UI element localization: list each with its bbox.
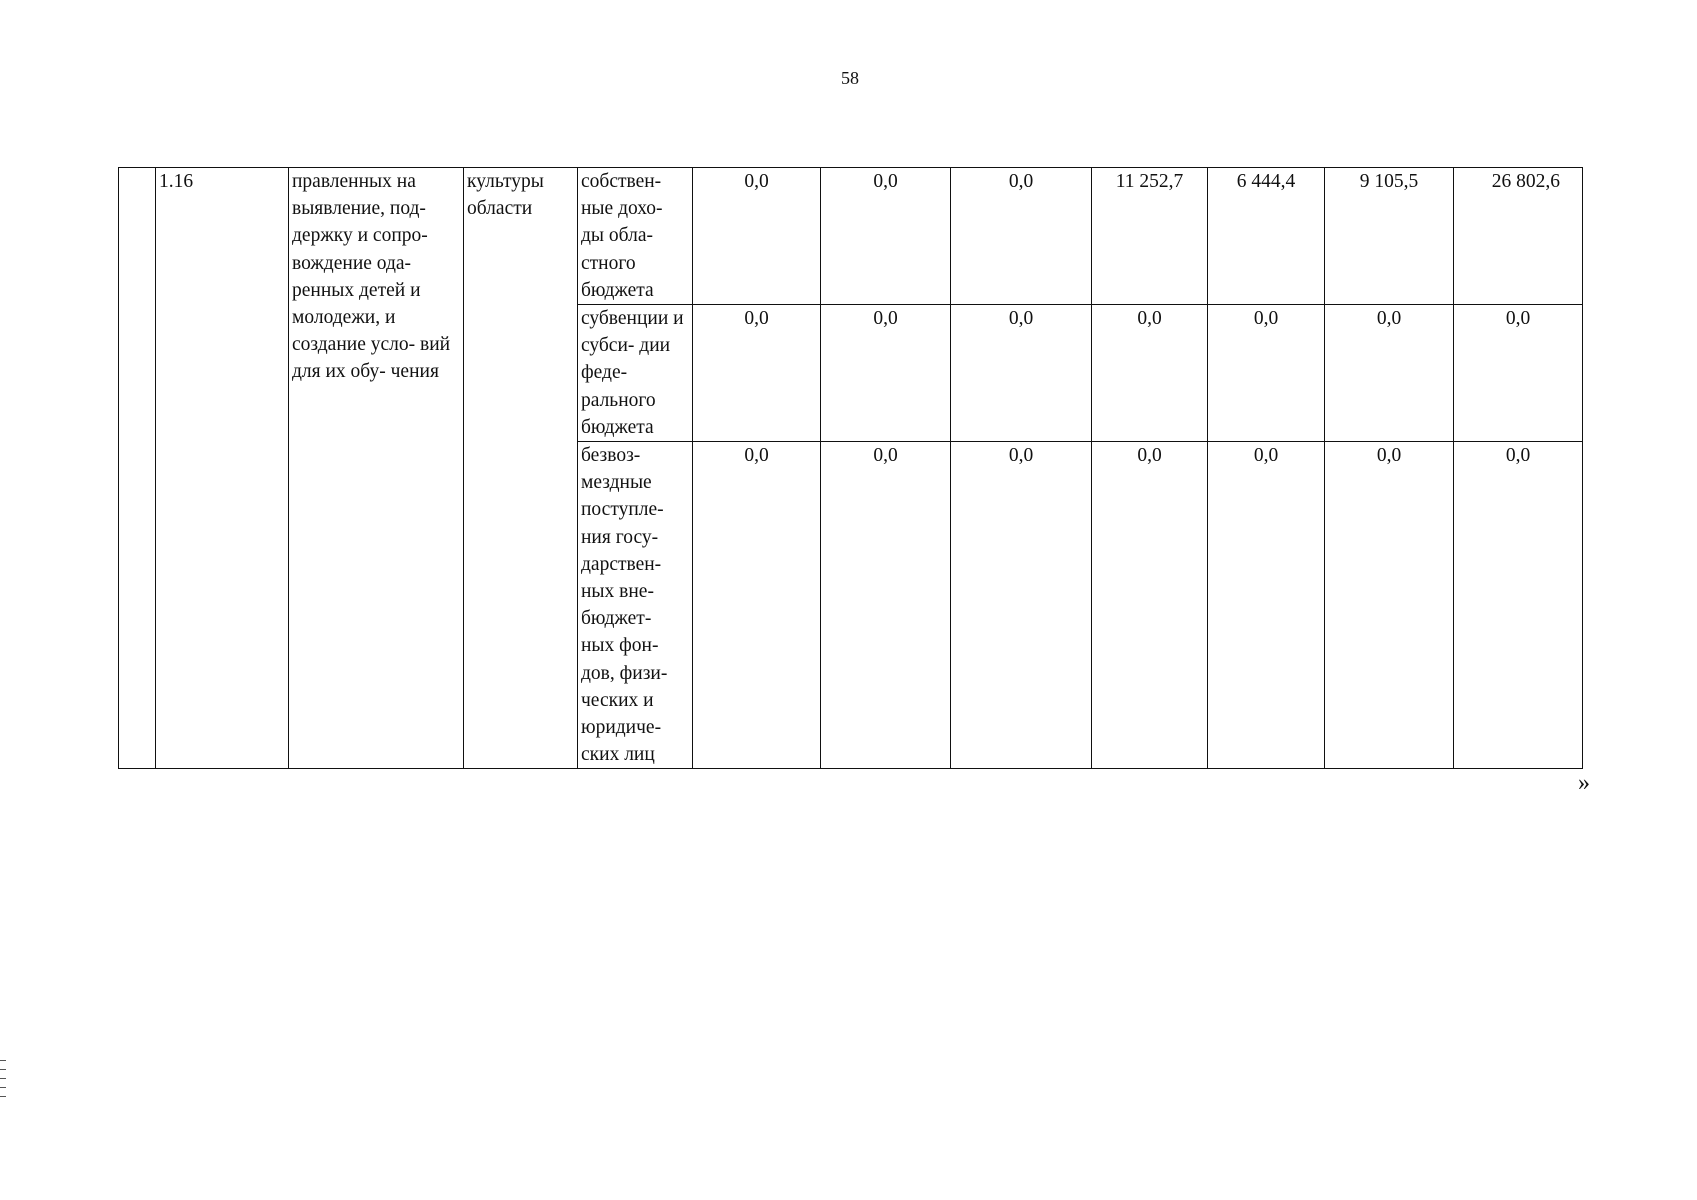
value-cell: 0,0 [1454, 305, 1583, 442]
row-executor: культуры области [464, 168, 578, 769]
value-cell: 0,0 [1092, 442, 1208, 769]
value-cell: 0,0 [1454, 442, 1583, 769]
value-cell: 11 252,7 [1092, 168, 1208, 305]
empty-cell [119, 168, 156, 769]
source-name: собствен- ные дохо- ды обла- стного бюджета [578, 168, 693, 305]
value-cell: 0,0 [1092, 305, 1208, 442]
source-name: безвоз- мездные поступле- ния госу- дарствен- ных вне- бюджет- ных фон- дов, физи- ческих и юридиче- ских лиц [578, 442, 693, 769]
scan-margin-marks [0, 1060, 8, 1105]
value-cell: 0,0 [1325, 305, 1454, 442]
value-cell: 0,0 [693, 305, 821, 442]
table-row [119, 168, 1583, 305]
source-name: субвенции и субси- дии феде- рального бюджета [578, 305, 693, 442]
value-cell: 0,0 [693, 168, 821, 305]
continuation-mark: » [1578, 770, 1590, 796]
value-cell: 9 105,5 [1325, 168, 1454, 305]
row-description: правленных на выявление, под- держку и сопро- вождение ода- ренных детей и молодежи, и создание усло- вий для их обу- чения [289, 168, 464, 769]
value-cell: 0,0 [951, 442, 1092, 769]
value-cell: 0,0 [951, 168, 1092, 305]
value-cell: 0,0 [951, 305, 1092, 442]
value-cell: 0,0 [1325, 442, 1454, 769]
value-cell: 0,0 [1208, 305, 1325, 442]
value-cell: 0,0 [693, 442, 821, 769]
budget-table [118, 167, 1583, 769]
value-cell: 26 802,6 [1454, 168, 1583, 305]
row-index: 1.16 [156, 168, 289, 769]
value-cell: 0,0 [1208, 442, 1325, 769]
page-number: 58 [841, 68, 859, 88]
value-cell: 0,0 [821, 305, 951, 442]
value-cell: 0,0 [821, 168, 951, 305]
value-cell: 0,0 [821, 442, 951, 769]
value-cell: 6 444,4 [1208, 168, 1325, 305]
